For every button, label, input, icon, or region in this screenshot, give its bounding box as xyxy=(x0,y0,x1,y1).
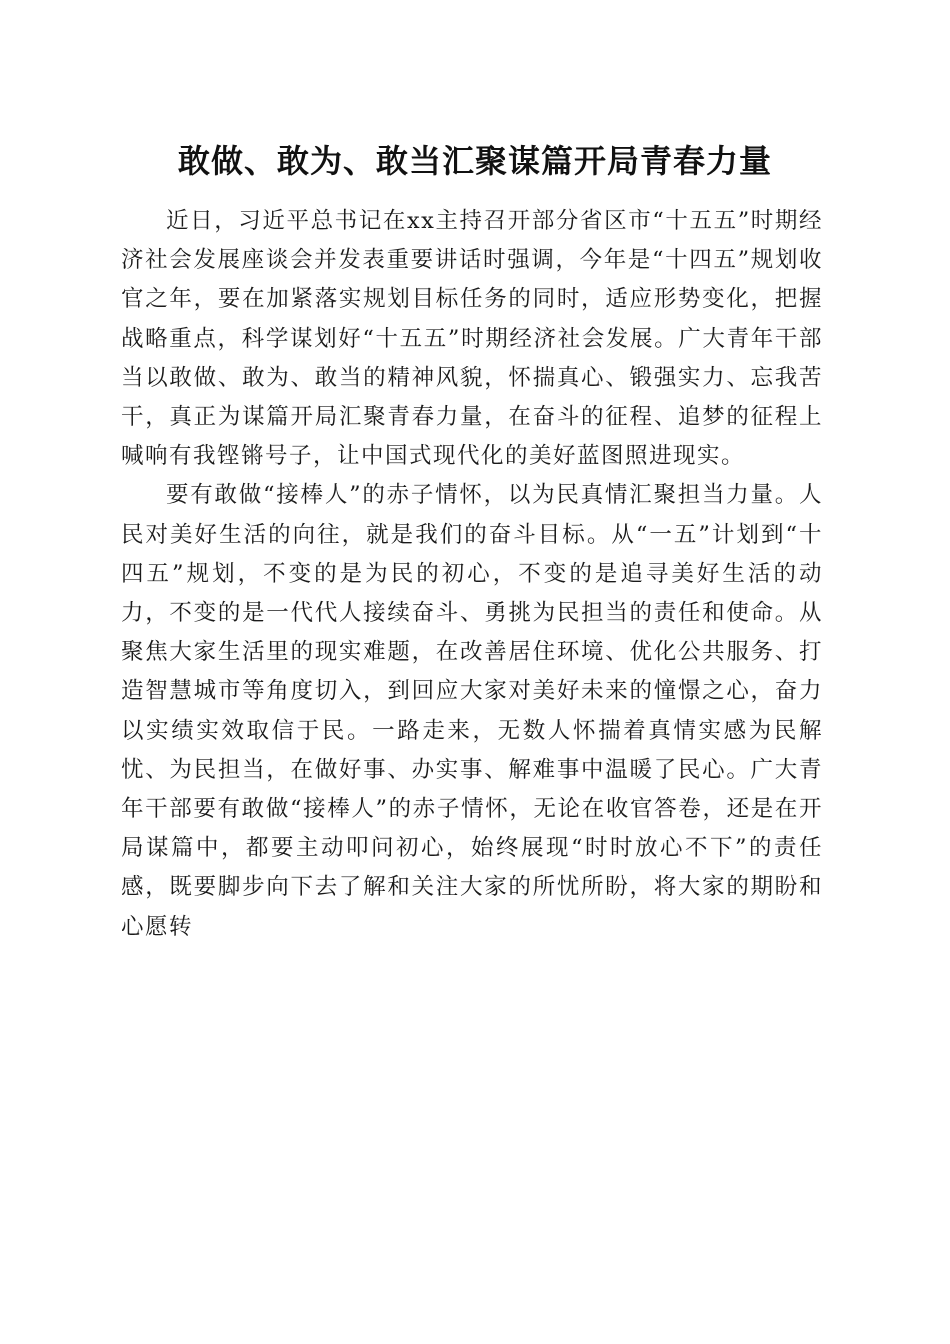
document-title: 敢做、敢为、敢当汇聚谋篇开局青春力量 xyxy=(177,142,772,180)
document-body xyxy=(121,202,823,947)
paragraph-2: 要有敢做“接棒人”的赤子情怀，以为民真情汇聚担当力量。人民对美好生活的向往，就是我们的奋斗目标。从“一五”计划到“十四五”规划，不变的是为民的初心，不变的是追寻美好生活的动力，不变的是一代代人接续奋斗、勇挑为民担当的责任和使命。从聚焦大家生活里的现实难题，在改善居住环境、优化公共服务、打造智慧城市等角度切入，到回应大家对美好未来的憧憬之心，奋力以实绩实效取信于民。一路走来，无数人怀揣着真情实感为民解忧、为民担当，在做好事、办实事、解难事中温暖了民心。广大青年干部要有敢做“接棒人”的赤子情怀，无论在收官答卷，还是在开局谋篇中，都要主动叩问初心，始终展现“时时放心不下”的责任感，既要脚步向下去了解和关注大家的所忧所盼，将大家的期盼和心愿转 xyxy=(121,482,823,940)
paragraph-1: 近日，习近平总书记在xx主持召开部分省区市“十五五”时期经济社会发展座谈会并发表重要讲话时强调，今年是“十四五”规划收官之年，要在加紧落实规划目标任务的同时，适应形势变化，把握战略重点，科学谋划好“十五五”时期经济社会发展。广大青年干部当以敢做、敢为、敢当的精神风貌，怀揣真心、锻强实力、忘我苦干，真正为谋篇开局汇聚青春力量，在奋斗的征程、追梦的征程上喊响有我铿锵号子，让中国式现代化的美好蓝图照进现实。 xyxy=(121,208,823,470)
